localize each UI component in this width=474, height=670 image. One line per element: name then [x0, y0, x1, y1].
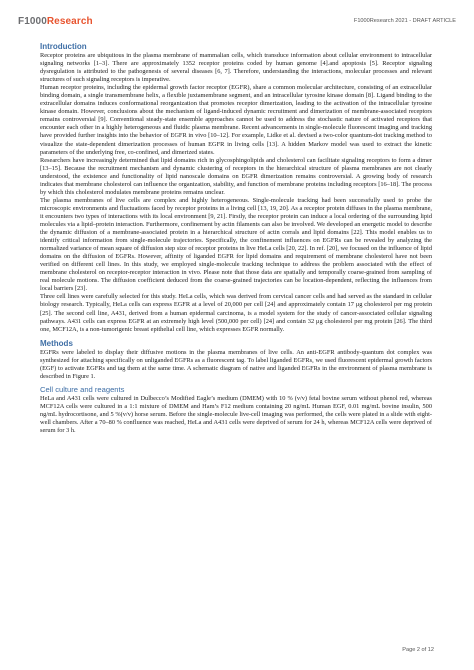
intro-paragraph-2: Human receptor proteins, including the epidermal growth factor receptor (EGFR), share a common molecular architecture, consisting of an extracellular binding domain, a single transmembrane helix, a flexible juxtamembrane segment, and an intracellular tyrosine kinase domain [8]. Ligand binding to the extracellular domains induces conformational reorganization that promotes receptor dimerization, leading to the activation of the intracellular tyrosine kinase domain. However, conclusions about the mechanism of ligand-induced dynamic recruitment and dimerization of membrane-associated receptors remains controversial [9]. Conventional steady-state ensemble approaches cannot be used to address the stochastic nature of activated receptors that encounter each other in a highly heterogeneous and fluidic plasma membrane. Recent advancements in single-molecule fluorescent imaging and tracking have provided further insights into the behavior of EGFR in vivo [10–12]. For example, Lidke et al. devised a two-color quantum-dot tracking method to visualize the state-dependent dimerization processes of human EGFR in living cells [13]. A hidden Markov model was used to extract the kinetic parameters of the underlying free, co-confined, and dimerized states.	[40, 84, 432, 156]
intro-paragraph-3: Researchers have increasingly determined that lipid domains rich in glycosphingolipids and cholesterol can facilitate signaling receptors to form a dimer [13–15]. Because the recruitment mechanism and dynamic clustering of receptors in the hierarchical structure of plasma membranes are not clearly understood, the existence and functionality of lipid nanoscale domains on EGFR dimerization remains controversial. A growing body of research indicates that membrane cholesterol can influence the organization, stability, and function of membrane proteins including receptors [16–18]. The process by which this cholesterol modulates membrane proteins remains unclear.	[40, 156, 432, 196]
cell-culture-heading: Cell culture and reagents	[40, 384, 125, 394]
cell-culture-paragraph: HeLa and A431 cells were cultured in Dulbecco’s Modified Eagle’s medium (DMEM) with 10 % (v/v) fetal bovine serum without phenol red, whereas MCF12A cells were cultured in a 1:1 mixture of DMEM and Ham’s F12 medium containing 20 ng/mL Human EGF, 0.01 mg/mL bovine insulin, 500 ng/mL hydrocortisone, and 5 %(v/v) horse serum. Before the single-molecule live-cell imaging was performed, the cells were plated in a slide with eight-well chambers. After a 70–80 % confluence was reached, HeLa and A431 cells were deprived of serum for 24 h, whereas MCF12A cells were deprived of serum for 3 h.	[40, 394, 432, 435]
intro-paragraph-5: Three cell lines were carefully selected for this study. HeLa cells, which was derived from cervical cancer cells and had served as the standard in cellular biology research. Typically, HeLa cells can express EGFR at a level of 20,000 per cell [24] and approximately contain 17 μg cholesterol per mg protein [25]. The second cell line, A431, derived from a human epidermal carcinoma, is a model system for the study of cancer-associated cellular signaling pathways. A431 cells can express EGFR at an extremely high level (500,000 per cell) [24] and contain 32 μg cholesterol per mg protein [26]. The third one, MCF12A, is a non-tumorigenic breast epithelial cell line, which expresses EGFR normally.	[40, 293, 432, 333]
logo-part2: Research	[46, 16, 93, 27]
article-body	[40, 42, 432, 435]
journal-logo	[18, 16, 93, 27]
introduction-heading: Introduction	[40, 42, 87, 51]
methods-heading: Methods	[40, 338, 73, 348]
intro-paragraph-4: The plasma membranes of live cells are complex and highly heterogeneous. Single-molecule tracking had been successfully used to probe the microscopic environments and fluctuations faced by receptor proteins in a living cell [13, 19, 20]. As a receptor protein diffuses in the plasma membrane, it encounters two types of interactions with its local environment [9, 21]. Firstly, the receptor protein can induce a local ordering of the surrounding lipid molecules via a lipid–protein interaction. Furthermore, confinement by actin filaments can also be involved. We developed an energetic model to describe the dynamic diffusion of a membrane-associated protein in a hierarchical structure of actin corrals and lipid domains [22]. This model enables us to identify critical information from single-molecule trajectories. Specifically, the confinement influences on EGFRs can be revealed by analyzing the normalized variance of mean square of diffusion step size of receptor proteins in live HeLa cells [20, 22]. In ref. [20], we focused on the influence of lipid domains on the diffusion of EGFRs. However, affinity of liganded EGFR for lipid domains and requirement of membrane cholesterol have not been verified on different cell lines. In this study, we employed single-molecule tracking technique to address the problem associated with the effect of membrane cholesterol on receptor-receptor interaction in vivo. Please note that those data are spatially and temporally coarse-grained from sampling of real molecule motions. The diffusion coefficient deduced from the coarse-grained trajectories can be location-dependent, reflecting the influences from local barriers [23].	[40, 196, 432, 293]
page-number: Page 2 of 12	[402, 647, 434, 653]
running-head: F1000Research 2021 - DRAFT ARTICLE	[353, 18, 456, 24]
intro-paragraph-1: Receptor proteins are ubiquitous in the plasma membrane of mammalian cells, which transduce information about cellular environment to intracellular signaling networks [1–3]. There are approximately 1352 receptor proteins coded by human genome [4].and apoptosis [5]. Receptor signaling dysregulation is attributed to the pathogenesis of several diseases [6, 7]. Therefore, understanding the interactions, molecular processes and relevant structures of such signaling receptors is imperative.	[40, 52, 432, 84]
methods-paragraph: EGFRs were labeled to display their diffusive motions in the plasma membranes of live cells. An anti-EGFR antibody-quantum dot complex was synthesized for attaching specifically on unliganded EGFRs as a fluorescent tag. To label liganded EGFRs, we used fluorescent epidermal growth factors (EGF) to activate EGFRs and tag them at the same time. A schematic diagram of native and liganded EGFRs in the environment of plasma membrane is described in Figure 1.	[40, 348, 432, 380]
page-header	[18, 16, 456, 30]
logo-part1: F1000	[18, 16, 47, 27]
